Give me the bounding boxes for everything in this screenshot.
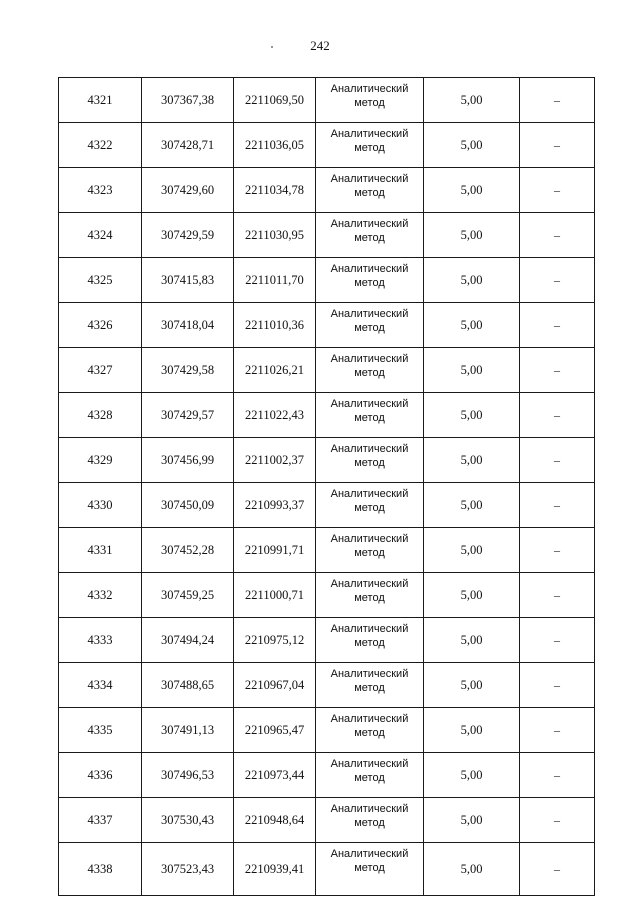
note-cell: – (520, 258, 595, 303)
x-coordinate-cell: 307429,59 (142, 213, 234, 258)
x-coordinate-cell: 307523,43 (142, 843, 234, 896)
accuracy-cell: 5,00 (424, 123, 520, 168)
method-line-1: Аналитический (330, 488, 409, 500)
y-coordinate-cell: 2211036,05 (234, 123, 316, 168)
table-row (59, 708, 595, 753)
x-coordinate-cell: 307494,24 (142, 618, 234, 663)
method-line-1: Аналитический (330, 308, 409, 320)
point-number-cell: 4332 (59, 573, 142, 618)
table-row (59, 573, 595, 618)
table-row (59, 798, 595, 843)
method-cell (316, 618, 424, 663)
method-cell (316, 663, 424, 708)
accuracy-cell: 5,00 (424, 843, 520, 896)
table-row (59, 348, 595, 393)
note-cell: – (520, 303, 595, 348)
y-coordinate-cell: 2210967,04 (234, 663, 316, 708)
method-line-1: Аналитический (330, 713, 409, 725)
table-row (59, 393, 595, 438)
method-line-2: метод (354, 502, 385, 514)
point-number-cell: 4327 (59, 348, 142, 393)
method-line-2: метод (354, 97, 385, 109)
method-line-2: метод (354, 322, 385, 334)
method-line-1: Аналитический (330, 173, 409, 185)
accuracy-cell: 5,00 (424, 348, 520, 393)
method-cell (316, 258, 424, 303)
x-coordinate-cell: 307452,28 (142, 528, 234, 573)
x-coordinate-cell: 307429,58 (142, 348, 234, 393)
y-coordinate-cell: 2211069,50 (234, 78, 316, 123)
method-line-2: метод (354, 727, 385, 739)
method-cell (316, 348, 424, 393)
accuracy-cell: 5,00 (424, 798, 520, 843)
x-coordinate-cell: 307415,83 (142, 258, 234, 303)
accuracy-cell: 5,00 (424, 618, 520, 663)
point-number-cell: 4333 (59, 618, 142, 663)
method-line-1: Аналитический (330, 623, 409, 635)
table-row (59, 483, 595, 528)
accuracy-cell: 5,00 (424, 303, 520, 348)
note-cell: – (520, 393, 595, 438)
table-row (59, 168, 595, 213)
table-row (59, 303, 595, 348)
method-line-1: Аналитический (330, 758, 409, 770)
y-coordinate-cell: 2211026,21 (234, 348, 316, 393)
table-row (59, 663, 595, 708)
accuracy-cell: 5,00 (424, 573, 520, 618)
method-cell (316, 393, 424, 438)
note-cell: – (520, 483, 595, 528)
accuracy-cell: 5,00 (424, 393, 520, 438)
accuracy-cell: 5,00 (424, 258, 520, 303)
table-row (59, 843, 595, 896)
method-cell (316, 798, 424, 843)
x-coordinate-cell: 307367,38 (142, 78, 234, 123)
accuracy-cell: 5,00 (424, 213, 520, 258)
method-line-2: метод (354, 862, 385, 874)
point-number-cell: 4323 (59, 168, 142, 213)
method-line-1: Аналитический (330, 668, 409, 680)
method-line-1: Аналитический (330, 803, 409, 815)
method-line-1: Аналитический (330, 848, 409, 860)
note-cell: – (520, 798, 595, 843)
method-line-2: метод (354, 457, 385, 469)
method-line-1: Аналитический (330, 353, 409, 365)
y-coordinate-cell: 2211022,43 (234, 393, 316, 438)
x-coordinate-cell: 307429,60 (142, 168, 234, 213)
point-number-cell: 4326 (59, 303, 142, 348)
y-coordinate-cell: 2210939,41 (234, 843, 316, 896)
method-line-1: Аналитический (330, 218, 409, 230)
accuracy-cell: 5,00 (424, 753, 520, 798)
point-number-cell: 4331 (59, 528, 142, 573)
table-row (59, 528, 595, 573)
point-number-cell: 4338 (59, 843, 142, 896)
note-cell: – (520, 528, 595, 573)
accuracy-cell: 5,00 (424, 438, 520, 483)
point-number-cell: 4324 (59, 213, 142, 258)
method-line-2: метод (354, 412, 385, 424)
y-coordinate-cell: 2210948,64 (234, 798, 316, 843)
note-cell: – (520, 753, 595, 798)
method-line-2: метод (354, 232, 385, 244)
note-cell: – (520, 123, 595, 168)
point-number-cell: 4322 (59, 123, 142, 168)
method-line-1: Аналитический (330, 533, 409, 545)
accuracy-cell: 5,00 (424, 708, 520, 753)
y-coordinate-cell: 2211000,71 (234, 573, 316, 618)
method-line-1: Аналитический (330, 128, 409, 140)
method-line-2: метод (354, 772, 385, 784)
y-coordinate-cell: 2210975,12 (234, 618, 316, 663)
method-cell (316, 753, 424, 798)
page-number: 242 (310, 38, 330, 53)
scan-speck (271, 46, 273, 48)
method-cell (316, 303, 424, 348)
method-line-1: Аналитический (330, 443, 409, 455)
method-cell (316, 168, 424, 213)
x-coordinate-cell: 307429,57 (142, 393, 234, 438)
x-coordinate-cell: 307428,71 (142, 123, 234, 168)
method-line-2: метод (354, 367, 385, 379)
table-row (59, 123, 595, 168)
table-row (59, 753, 595, 798)
table-row (59, 438, 595, 483)
point-number-cell: 4329 (59, 438, 142, 483)
method-cell (316, 843, 424, 896)
note-cell: – (520, 573, 595, 618)
method-cell (316, 213, 424, 258)
point-number-cell: 4325 (59, 258, 142, 303)
table-row (59, 258, 595, 303)
accuracy-cell: 5,00 (424, 483, 520, 528)
method-line-1: Аналитический (330, 83, 409, 95)
y-coordinate-cell: 2211010,36 (234, 303, 316, 348)
coordinates-table-body (59, 78, 595, 896)
y-coordinate-cell: 2211011,70 (234, 258, 316, 303)
table-row (59, 78, 595, 123)
point-number-cell: 4328 (59, 393, 142, 438)
point-number-cell: 4330 (59, 483, 142, 528)
method-cell (316, 573, 424, 618)
table-row (59, 213, 595, 258)
method-cell (316, 483, 424, 528)
note-cell: – (520, 708, 595, 753)
y-coordinate-cell: 2210965,47 (234, 708, 316, 753)
y-coordinate-cell: 2210973,44 (234, 753, 316, 798)
method-line-2: метод (354, 592, 385, 604)
method-line-2: метод (354, 682, 385, 694)
method-line-2: метод (354, 277, 385, 289)
accuracy-cell: 5,00 (424, 168, 520, 213)
point-number-cell: 4336 (59, 753, 142, 798)
accuracy-cell: 5,00 (424, 663, 520, 708)
note-cell: – (520, 348, 595, 393)
point-number-cell: 4334 (59, 663, 142, 708)
point-number-cell: 4321 (59, 78, 142, 123)
accuracy-cell: 5,00 (424, 528, 520, 573)
note-cell: – (520, 438, 595, 483)
x-coordinate-cell: 307530,43 (142, 798, 234, 843)
x-coordinate-cell: 307456,99 (142, 438, 234, 483)
note-cell: – (520, 843, 595, 896)
table-row (59, 618, 595, 663)
x-coordinate-cell: 307491,13 (142, 708, 234, 753)
method-line-2: метод (354, 637, 385, 649)
x-coordinate-cell: 307418,04 (142, 303, 234, 348)
method-line-1: Аналитический (330, 398, 409, 410)
y-coordinate-cell: 2211002,37 (234, 438, 316, 483)
method-line-2: метод (354, 817, 385, 829)
method-cell (316, 528, 424, 573)
note-cell: – (520, 663, 595, 708)
note-cell: – (520, 168, 595, 213)
method-cell (316, 708, 424, 753)
method-cell (316, 123, 424, 168)
method-line-1: Аналитический (330, 263, 409, 275)
method-line-1: Аналитический (330, 578, 409, 590)
y-coordinate-cell: 2210991,71 (234, 528, 316, 573)
method-line-2: метод (354, 547, 385, 559)
x-coordinate-cell: 307496,53 (142, 753, 234, 798)
y-coordinate-cell: 2211034,78 (234, 168, 316, 213)
note-cell: – (520, 78, 595, 123)
point-number-cell: 4337 (59, 798, 142, 843)
y-coordinate-cell: 2210993,37 (234, 483, 316, 528)
method-line-2: метод (354, 187, 385, 199)
method-cell (316, 438, 424, 483)
x-coordinate-cell: 307450,09 (142, 483, 234, 528)
point-number-cell: 4335 (59, 708, 142, 753)
x-coordinate-cell: 307459,25 (142, 573, 234, 618)
note-cell: – (520, 213, 595, 258)
accuracy-cell: 5,00 (424, 78, 520, 123)
x-coordinate-cell: 307488,65 (142, 663, 234, 708)
y-coordinate-cell: 2211030,95 (234, 213, 316, 258)
coordinates-table (58, 77, 595, 896)
method-line-2: метод (354, 142, 385, 154)
method-cell (316, 78, 424, 123)
note-cell: – (520, 618, 595, 663)
